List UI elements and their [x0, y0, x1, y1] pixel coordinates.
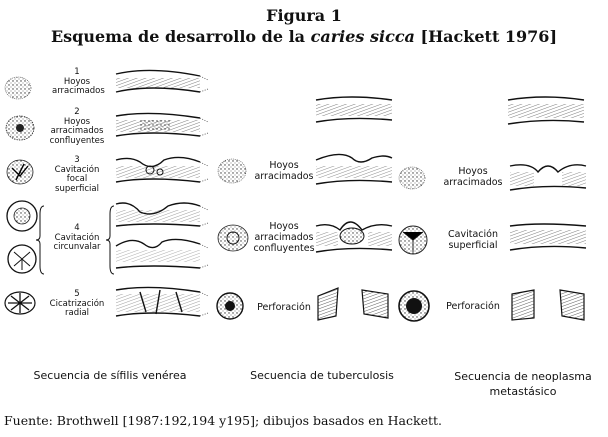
- neoplasm-section-0: [508, 97, 584, 124]
- neoplasm-section-2: [510, 224, 586, 250]
- tuberculosis-topview-2: [218, 225, 248, 251]
- syphilis-bracket-right: [106, 206, 114, 274]
- syphilis-step-1-label: 1 Hoyos arracimados: [52, 67, 105, 96]
- syphilis-topview-4a: [7, 201, 37, 231]
- syphilis-section-5: [116, 287, 208, 316]
- neoplasm-step-1-label: Hoyos arracimados: [443, 166, 503, 188]
- tuberculosis-section-0: [316, 97, 392, 122]
- tuberculosis-step-1-label: Hoyos arracimados: [254, 160, 314, 182]
- syphilis-topview-3: [7, 160, 33, 184]
- syphilis-step-3-label: 3 Cavitación focal superficial: [54, 155, 100, 194]
- figure-title: Figura 1: [266, 6, 342, 25]
- neoplasm-topview-2: [399, 226, 427, 254]
- tuberculosis-step-2-label: Hoyos arracimados confluyentes: [253, 221, 315, 254]
- syphilis-topview-5: [5, 292, 35, 314]
- syphilis-step-4-label: 4 Cavitación circunvalar: [53, 223, 101, 252]
- subtitle-italic: caries sicca: [310, 27, 415, 46]
- neoplasm-section-1: [510, 165, 586, 190]
- syphilis-section-4a: [116, 203, 208, 226]
- tuberculosis-section-3: [318, 288, 388, 320]
- syphilis-step-2-label: 2 Hoyos arracimados confluyentes: [49, 107, 105, 146]
- tuberculosis-topview-1: [218, 159, 246, 183]
- tuberculosis-section-1: [316, 154, 392, 184]
- syphilis-topview-4b: [8, 245, 36, 273]
- source-caption: Fuente: Brothwell [1987:192,194 y195]; dibujos basados en Hackett.: [4, 413, 442, 428]
- tuberculosis-step-3-label: Perforación: [257, 302, 311, 313]
- neoplasm-step-3-label: Perforación: [446, 301, 500, 312]
- tuberculosis-topview-3: [217, 293, 243, 319]
- syphilis-section-2: [116, 113, 208, 136]
- syphilis-section-4b: [116, 239, 208, 268]
- neoplasm-topview-1: [399, 167, 425, 189]
- neoplasm-section-3: [512, 290, 584, 320]
- syphilis-sequence-label: Secuencia de sífilis venérea: [33, 369, 187, 382]
- subtitle-prefix: Esquema de desarrollo de la: [50, 27, 311, 46]
- syphilis-topview-2: [6, 116, 34, 140]
- tuberculosis-sequence-label: Secuencia de tuberculosis: [250, 369, 394, 382]
- neoplasm-step-2-label: Cavitación superficial: [448, 229, 498, 251]
- neoplasm-sequence-label: Secuencia de neoplasma metastásico: [454, 370, 592, 398]
- syphilis-step-5-label: 5 Cicatrización radial: [49, 289, 105, 318]
- subtitle-suffix: [Hackett 1976]: [414, 27, 558, 46]
- neoplasm-topview-3: [399, 291, 429, 321]
- syphilis-section-1: [116, 70, 208, 92]
- tuberculosis-section-2: [316, 222, 392, 252]
- syphilis-topview-1: [5, 77, 31, 99]
- syphilis-section-3: [116, 157, 208, 182]
